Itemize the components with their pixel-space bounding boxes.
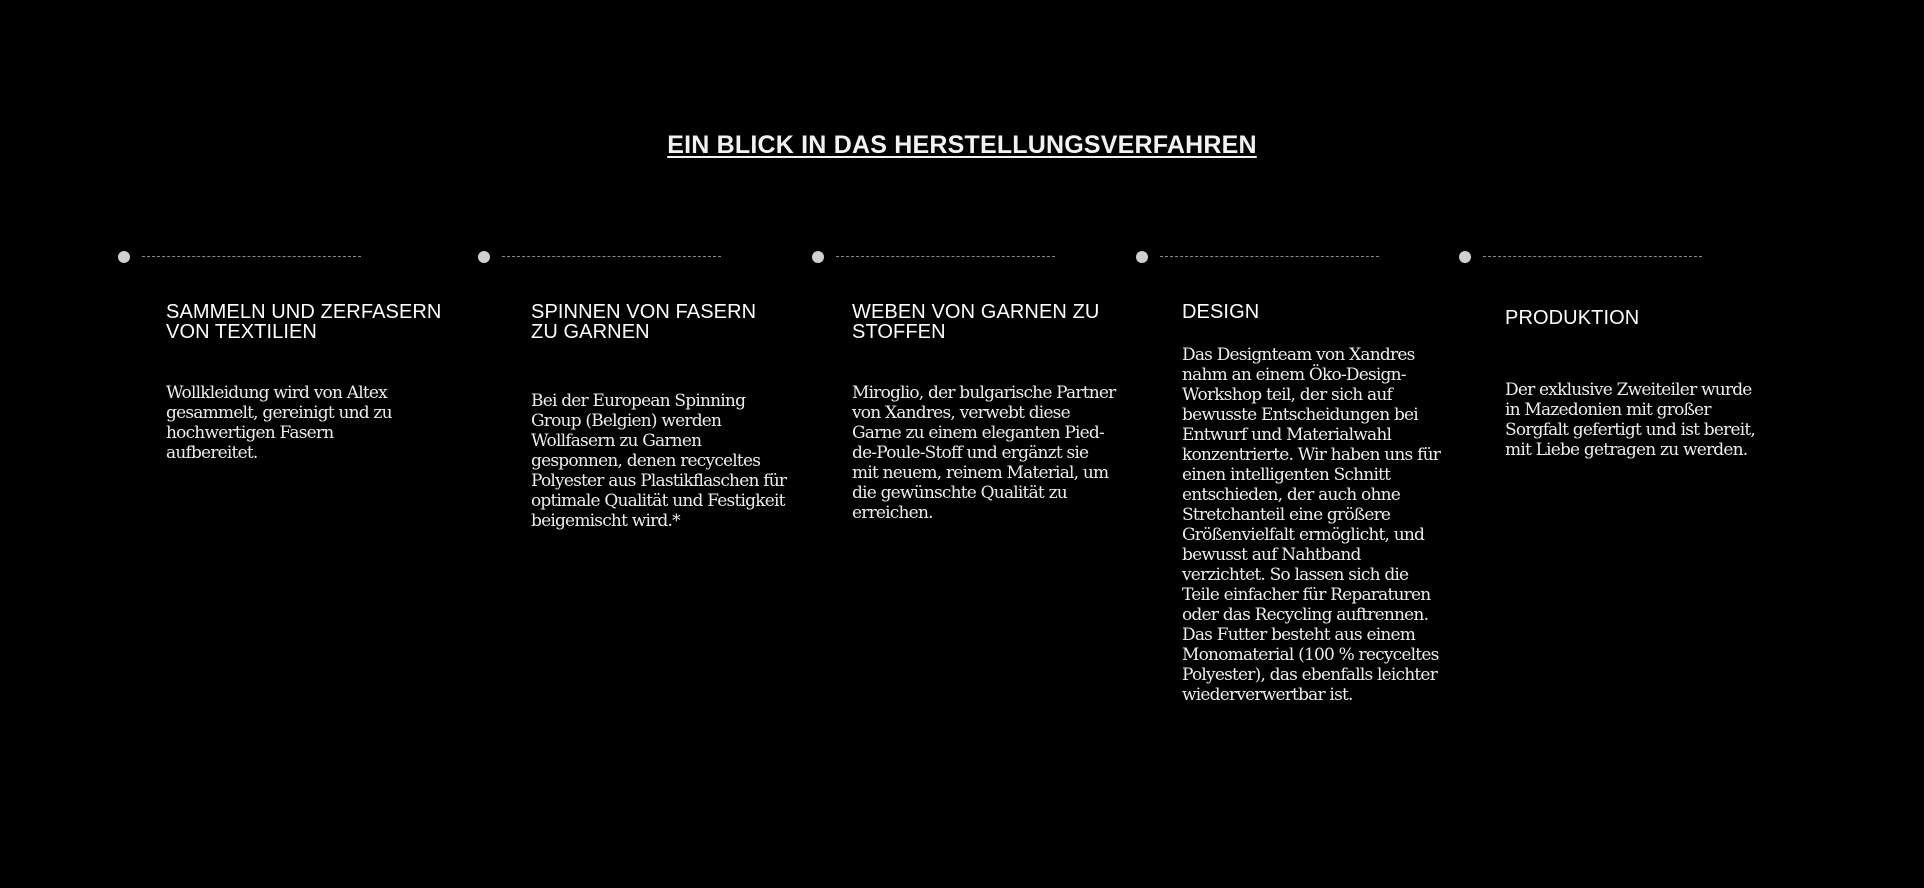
step-collect-shred [166,302,466,463]
timeline-dashed-line [502,256,721,257]
timeline-dashed-line [1483,256,1702,257]
timeline-dot-icon [478,251,490,263]
timeline-dot-icon [1459,251,1471,263]
step-design [1182,302,1452,705]
page-title-text: EIN BLICK IN DAS HERSTELLUNGSVERFAHREN [667,131,1257,159]
step-description: Wollkleidung wird von Altex gesammelt, gereinigt und zu hochwertigen Fasern aufbereitet. [166,383,392,463]
step-description: Der exklusive Zweiteiler wurde in Mazedonien mit großer Sorgfalt gefertigt und ist bereit, mit Liebe getragen zu werden. [1505,380,1755,460]
step-production [1505,308,1765,460]
timeline-dashed-line [836,256,1055,257]
step-title: SPINNEN VON FASERN ZU GARNEN [531,301,757,343]
timeline-dashed-line [1160,256,1379,257]
step-title: PRODUKTION [1505,307,1640,329]
step-description: Das Designteam von Xandres nahm an einem Öko-Design-Workshop teil, der sich auf bewusste Entscheidungen bei Entwurf und Materialwahl konzentrierte. Wir haben uns für einen intelligenten Schnitt entschieden, der auch ohne Stretchanteil eine größere Größenvielfalt ermöglicht, und bewusst auf Nahtband verzichtet. So lassen sich die Teile einfacher für Reparaturen oder das Recycling auftrennen. Das Futter besteht aus einem Monomaterial (100 % recyceltes Polyester), das ebenfalls leichter wiederverwertbar ist. [1182,345,1441,705]
page-title [0,130,1924,160]
timeline-dot-icon [118,251,130,263]
step-description: Bei der European Spinning Group (Belgien) werden Wollfasern zu Garnen gesponnen, denen recyceltes Polyester aus Plastikflaschen für optimale Qualität und Festigkeit beigemischt wird.* [531,391,787,531]
step-title: WEBEN VON GARNEN ZU STOFFEN [852,301,1100,343]
step-title: DESIGN [1182,301,1260,323]
timeline-dot-icon [1136,251,1148,263]
timeline-dashed-line [142,256,361,257]
step-weaving [852,302,1122,523]
timeline-dot-icon [812,251,824,263]
step-description: Miroglio, der bulgarische Partner von Xandres, verwebt diese Garne zu einem eleganten Pied-de-Poule-Stoff und ergänzt sie mit neuem, reinem Material, um die gewünschte Qualität zu erreichen. [852,383,1116,523]
step-spinning [531,302,791,531]
step-title: SAMMELN UND ZERFASERN VON TEXTILIEN [166,301,442,343]
